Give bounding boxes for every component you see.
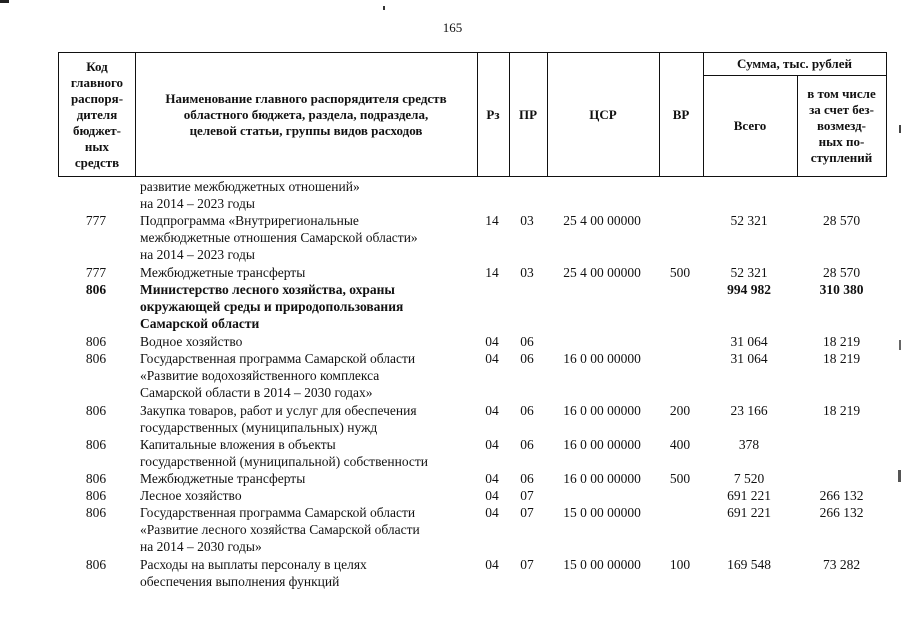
row-rz: 04 <box>485 557 499 572</box>
row-rz: 04 <box>485 437 499 452</box>
row-vr: 200 <box>669 403 691 418</box>
row-csr: 16 0 00 00000 <box>563 437 641 452</box>
row-total: 691 221 <box>727 488 771 503</box>
row-rz: 04 <box>485 403 499 418</box>
row-code: 806 <box>85 351 107 366</box>
header-sum: Сумма, тыс. рублей <box>737 56 852 71</box>
header-total: Всего <box>733 117 767 133</box>
row-free: 266 132 <box>819 488 864 503</box>
row-code: 806 <box>85 437 107 452</box>
row-pr: 06 <box>520 437 534 452</box>
row-pr: 03 <box>520 265 534 280</box>
row-name: Расходы на выплаты персоналу в целях обеспечения выполнения функций <box>140 557 367 590</box>
row-csr: 16 0 00 00000 <box>563 351 641 366</box>
row-csr: 25 4 00 00000 <box>563 265 641 280</box>
row-name: Государственная программа Самарской области «Развитие водохозяйственного комплекса Самарской области в 2014 – 2030 годах» <box>140 351 416 401</box>
row-total: 52 321 <box>730 213 768 228</box>
row-name: Лесное хозяйство <box>140 488 242 503</box>
row-pr: 06 <box>520 351 534 366</box>
row-code: 777 <box>85 265 107 280</box>
row-free: 28 570 <box>822 213 861 228</box>
row-total: 52 321 <box>730 265 768 280</box>
row-name: Министерство лесного хозяйства, охраны окружающей среды и природопользования Самарской области <box>140 282 404 332</box>
row-pr: 07 <box>520 505 534 520</box>
row-total: 169 548 <box>727 557 771 572</box>
row-name: Капитальные вложения в объекты государственной (муниципальной) собственности <box>140 437 429 470</box>
row-code: 806 <box>85 505 107 520</box>
row-name: развитие межбюджетных отношений» на 2014 – 2023 годы <box>140 179 360 212</box>
row-total: 31 064 <box>730 334 768 349</box>
row-rz: 04 <box>485 334 499 349</box>
row-pr: 06 <box>520 471 534 486</box>
page-number: 165 <box>442 20 463 35</box>
row-code: 806 <box>85 282 107 297</box>
row-name: Межбюджетные трансферты <box>140 471 306 486</box>
row-code: 806 <box>85 557 107 572</box>
row-total: 23 166 <box>730 403 768 418</box>
row-csr: 25 4 00 00000 <box>563 213 641 228</box>
row-rz: 14 <box>485 265 499 280</box>
row-pr: 07 <box>520 488 534 503</box>
row-name: Межбюджетные трансферты <box>140 265 306 280</box>
row-total: 994 982 <box>727 282 771 297</box>
row-free: 18 219 <box>822 403 861 418</box>
row-total: 31 064 <box>730 351 768 366</box>
row-pr: 03 <box>520 213 534 228</box>
header-free: в том числе за счет без- возмезд- ных по- ступлений <box>807 85 876 165</box>
header-pr: ПР <box>518 106 538 122</box>
row-code: 806 <box>85 488 107 503</box>
row-free: 310 380 <box>819 282 864 297</box>
row-code: 777 <box>85 213 107 228</box>
row-csr: 16 0 00 00000 <box>563 471 641 486</box>
row-name: Закупка товаров, работ и услуг для обеспечения государственных (муниципальных) нужд <box>140 403 417 436</box>
row-name: Подпрограмма «Внутрирегиональные межбюджетные отношения Самарской области» на 2014 – 2023 годы <box>140 213 418 263</box>
row-total: 378 <box>738 437 760 452</box>
row-free: 73 282 <box>822 557 861 572</box>
row-pr: 07 <box>520 557 534 572</box>
row-total: 7 520 <box>733 471 765 486</box>
row-free: 28 570 <box>822 265 861 280</box>
row-total: 691 221 <box>727 505 771 520</box>
row-code: 806 <box>85 334 107 349</box>
row-free: 266 132 <box>819 505 864 520</box>
row-rz: 04 <box>485 471 499 486</box>
row-name: Государственная программа Самарской области «Развитие лесного хозяйства Самарской области на 2014 – 2030 годы» <box>140 505 420 555</box>
row-pr: 06 <box>520 334 534 349</box>
header-rz: Рз <box>486 106 500 122</box>
header-csr: ЦСР <box>589 106 617 122</box>
row-name: Водное хозяйство <box>140 334 243 349</box>
row-rz: 04 <box>485 505 499 520</box>
row-csr: 15 0 00 00000 <box>563 505 641 520</box>
row-free: 18 219 <box>822 334 861 349</box>
header-vr: ВР <box>672 106 690 122</box>
row-csr: 15 0 00 00000 <box>563 557 641 572</box>
row-csr: 16 0 00 00000 <box>563 403 641 418</box>
row-code: 806 <box>85 471 107 486</box>
row-vr: 100 <box>669 557 691 572</box>
row-rz: 04 <box>485 488 499 503</box>
row-rz: 14 <box>485 213 499 228</box>
row-pr: 06 <box>520 403 534 418</box>
row-vr: 500 <box>669 265 691 280</box>
row-rz: 04 <box>485 351 499 366</box>
header-name: Наименование главного распорядителя средств областного бюджета, раздела, подраздела, целевой статьи, группы видов расходов <box>165 90 447 138</box>
row-vr: 400 <box>669 437 691 452</box>
row-vr: 500 <box>669 471 691 486</box>
header-code: Код главного распоря- дителя бюджет- ных средств <box>70 58 124 170</box>
row-free: 18 219 <box>822 351 861 366</box>
row-code: 806 <box>85 403 107 418</box>
